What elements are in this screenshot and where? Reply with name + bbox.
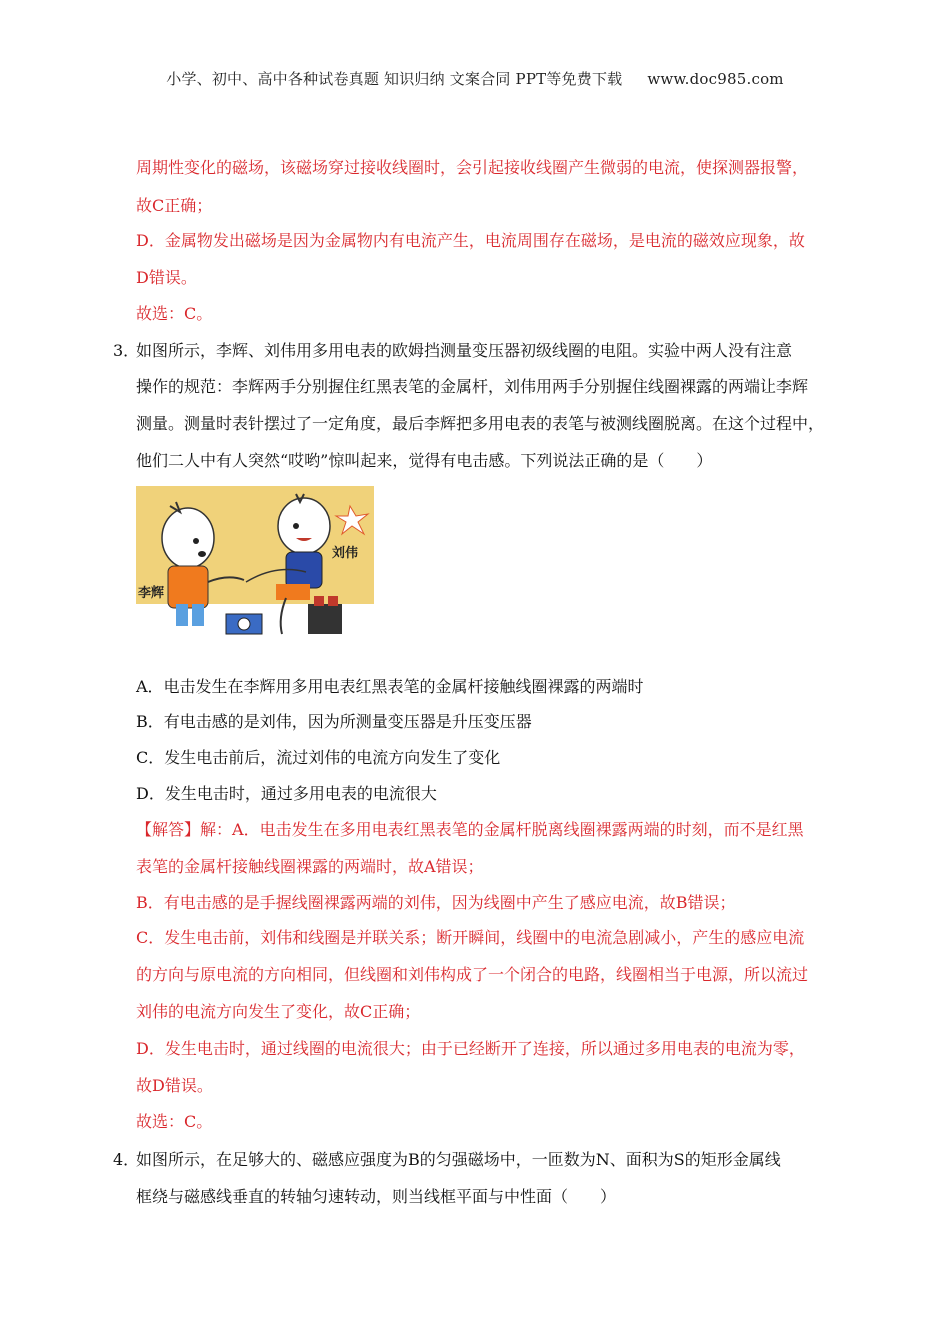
- question-4-number: 4．: [113, 1150, 140, 1169]
- page-header: [0, 68, 950, 89]
- prev-answer-line-1: 周期性变化的磁场，该磁场穿过接收线圈时，会引起接收线圈产生微弱的电流，使探测器报警，: [136, 158, 809, 177]
- header-url: www.doc985.com: [647, 70, 784, 88]
- answer-line-5: 的方向与原电流的方向相同，但线圈和刘伟构成了一个闭合的电路，线圈相当于电源，所以流过: [136, 965, 809, 984]
- question-3-line-3: 测量。测量时表针摆过了一定角度，最后李辉把多用电表的表笔与被测线圈脱离。在这个过程中，: [136, 414, 825, 433]
- option-b: B．有电击感的是刘伟，因为所测量变压器是升压变压器: [136, 712, 532, 731]
- answer-line-2: 表笔的金属杆接触线圈裸露的两端时，故A错误；: [136, 857, 484, 876]
- option-a: A．电击发生在李辉用多用电表红黑表笔的金属杆接触线圈裸露的两端时: [136, 677, 644, 696]
- answer-line-1: [136, 820, 804, 840]
- question-4-line-2: 框绕与磁感线垂直的转轴匀速转动，则当线框平面与中性面（ ）: [136, 1187, 617, 1206]
- option-d: D．发生电击时，通过多用电表的电流很大: [136, 784, 437, 803]
- question-3-line-1: 如图所示，李辉、刘伟用多用电表的欧姆挡测量变压器初级线圈的电阻。实验中两人没有注意: [136, 341, 793, 360]
- answer-line-8: 故D错误。: [136, 1076, 213, 1095]
- answer-line-1-text: 解：A．电击发生在多用电表红黑表笔的金属杆脱离线圈裸露两端的时刻，而不是红黑: [200, 820, 804, 839]
- question-3-line-4: 他们二人中有人突然“哎哟”惊叫起来，觉得有电击感。下列说法正确的是（ ）: [136, 451, 713, 470]
- answer-line-7: D．发生电击时，通过线圈的电流很大；由于已经断开了连接，所以通过多用电表的电流为零，: [136, 1039, 805, 1058]
- label-liu-wei: 刘伟: [332, 546, 359, 561]
- answer-line-4: C．发生电击前，刘伟和线圈是并联关系；断开瞬间，线圈中的电流急剧减小，产生的感应电流: [136, 928, 805, 947]
- prev-answer-line-4: D错误。: [136, 268, 197, 287]
- prev-answer-line-5: 故选：C。: [136, 304, 213, 323]
- question-3-illustration: [136, 486, 374, 643]
- answer-line-6: 刘伟的电流方向发生了变化，故C正确；: [136, 1002, 421, 1021]
- question-3-line-2: 操作的规范：李辉两手分别握住红黑表笔的金属杆，刘伟用两手分别握住线圈裸露的两端让李辉: [136, 377, 809, 396]
- prev-answer-line-3: D．金属物发出磁场是因为金属物内有电流产生，电流周围存在磁场，是电流的磁效应现象，故: [136, 231, 805, 250]
- header-text: 小学、初中、高中各种试卷真题 知识归纳 文案合同 PPT等免费下载: [166, 70, 623, 88]
- prev-answer-line-2: 故C正确；: [136, 196, 213, 215]
- label-li-hui: 李辉: [138, 586, 165, 601]
- question-4-line-1: 如图所示，在足够大的、磁感应强度为B的匀强磁场中，一匝数为N、面积为S的矩形金属线: [136, 1150, 781, 1169]
- question-3-number: 3．: [113, 341, 140, 360]
- answer-line-9: 故选：C。: [136, 1112, 213, 1131]
- answer-line-3: B．有电击感的是手握线圈裸露两端的刘伟，因为线圈中产生了感应电流，故B错误；: [136, 893, 736, 912]
- cartoon-figure: [136, 486, 374, 643]
- option-c: C．发生电击前后，流过刘伟的电流方向发生了变化: [136, 748, 501, 767]
- answer-tag: 【解答】: [136, 820, 201, 839]
